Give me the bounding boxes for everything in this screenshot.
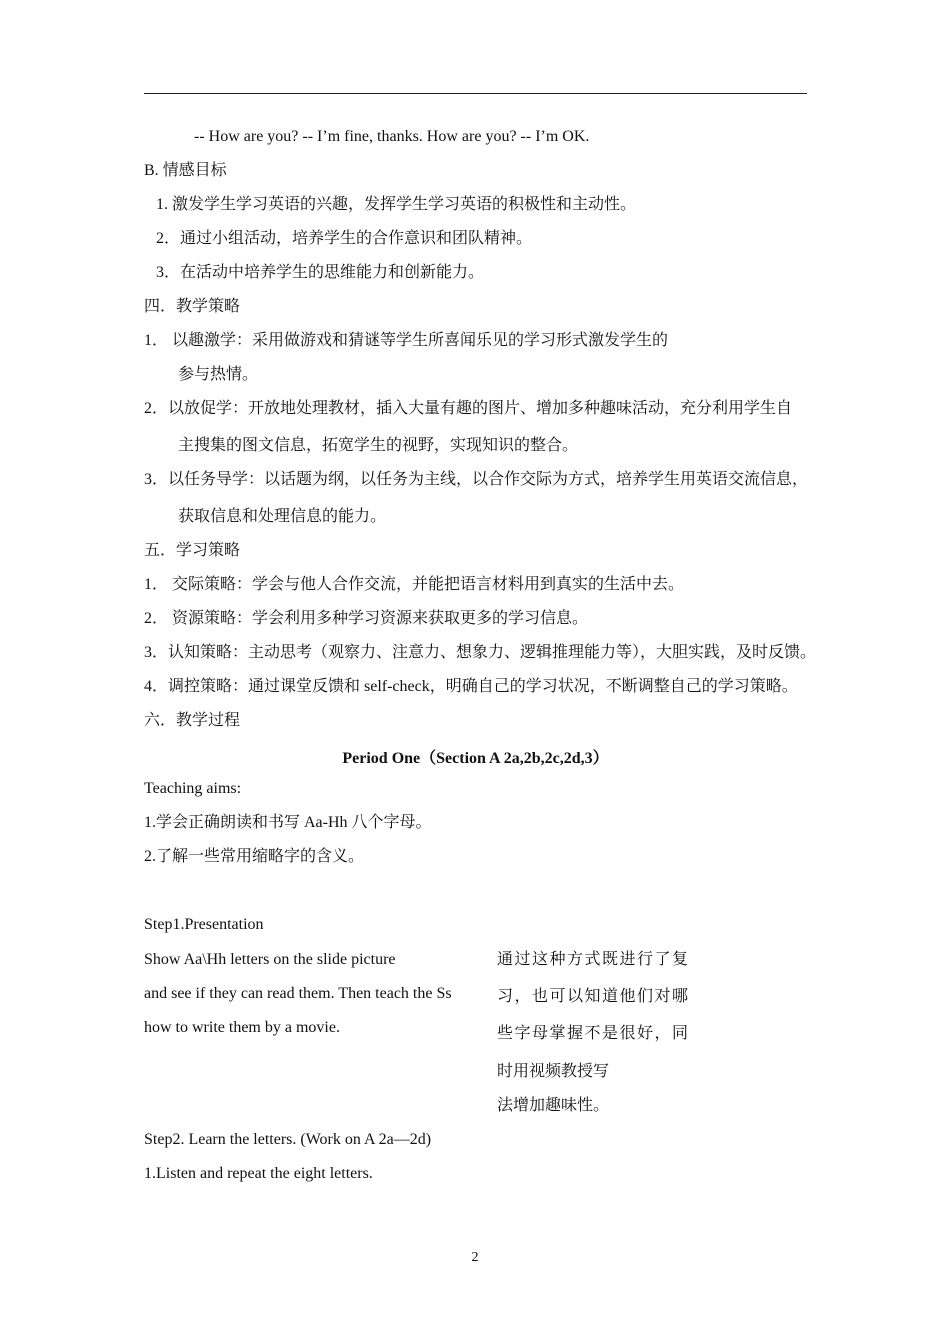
section-b-item-3: 3．在活动中培养学生的思维能力和创新能力。 (156, 264, 485, 281)
section-five-item-1: 1． 交际策略：学会与他人合作交流，并能把语言材料用到真实的生活中去。 (144, 576, 685, 593)
section-five-item-3: 3．认知策略：主动思考（观察力、注意力、想象力、逻辑推理能力等），大胆实践，及时反馈。 (144, 644, 817, 661)
section-four-heading: 四．教学策略 (144, 298, 241, 315)
step1-note-5: 法增加趣味性。 (497, 1097, 610, 1114)
step1-line-3: how to write them by a movie. (144, 1019, 340, 1036)
section-five-item-4: 4．调控策略：通过课堂反馈和 self-check，明确自己的学习状况，不断调整自己的学习策略。 (144, 678, 798, 695)
section-four-item-3-cont: 获取信息和处理信息的能力。 (178, 508, 387, 525)
step1-line-1: Show Aa\Hh letters on the slide picture (144, 951, 396, 968)
section-b-item-2: 2．通过小组活动，培养学生的合作意识和团队精神。 (156, 230, 533, 247)
step1-note-3: 些字母掌握不是很好，同 (497, 1025, 690, 1042)
section-b-heading: B. 情感目标 (144, 162, 227, 179)
section-five-item-2: 2． 资源策略：学会利用多种学习资源来获取更多的学习信息。 (144, 610, 589, 627)
section-b-item-1: 1. 激发学生学习英语的兴趣，发挥学生学习英语的积极性和主动性。 (156, 196, 637, 213)
teaching-aims-label: Teaching aims: (144, 780, 242, 797)
step1-note-2: 习，也可以知道他们对哪 (497, 988, 690, 1005)
dialogue-line: -- How are you? -- I’m fine, thanks. How are you? -- I’m OK. (194, 128, 590, 145)
section-four-item-1: 1． 以趣激学：采用做游戏和猜谜等学生所喜闻乐见的学习形式激发学生的 (144, 332, 669, 349)
teaching-aim-1: 1.学会正确朗读和书写 Aa-Hh 八个字母。 (144, 814, 432, 831)
section-four-item-1-cont: 参与热情。 (178, 366, 259, 383)
teaching-aim-2: 2.了解一些常用缩略字的含义。 (144, 848, 365, 865)
period-title: Period One（Section A 2a,2b,2c,2d,3） (342, 750, 609, 767)
step1-line-2: and see if they can read them. Then teach the Ss (144, 985, 452, 1002)
page-number: 2 (471, 1250, 479, 1265)
step2-item-1: 1.Listen and repeat the eight letters. (144, 1165, 373, 1182)
section-six-heading: 六．教学过程 (144, 712, 241, 729)
section-five-heading: 五．学习策略 (144, 542, 241, 559)
step1-note-1: 通过这种方式既进行了复 (497, 951, 690, 968)
section-four-item-3: 3．以任务导学：以话题为纲，以任务为主线，以合作交际为方式，培养学生用英语交流信息， (144, 471, 809, 488)
section-four-item-2: 2．以放促学：开放地处理教材，插入大量有趣的图片、增加多种趣味活动，充分利用学生自 (144, 400, 793, 417)
section-four-item-2-cont: 主搜集的图文信息，拓宽学生的视野，实现知识的整合。 (178, 437, 579, 454)
step2-title: Step2. Learn the letters. (Work on A 2a—2d) (144, 1131, 432, 1148)
step1-note-4: 时用视频教授写 (497, 1063, 610, 1080)
header-rule (144, 93, 807, 94)
step1-title: Step1.Presentation (144, 916, 264, 933)
